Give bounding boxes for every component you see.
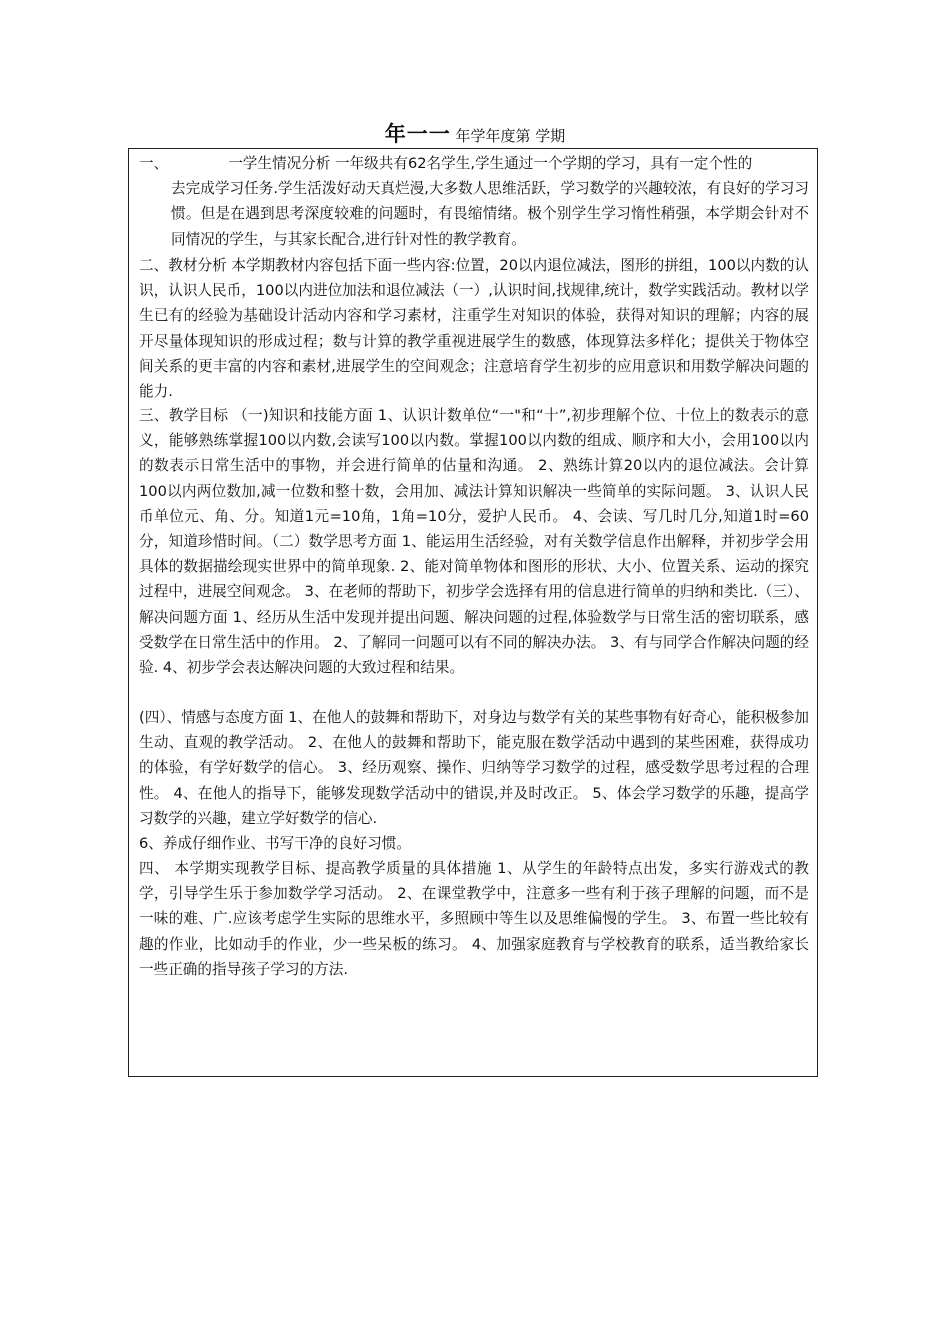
document-title	[0, 122, 950, 148]
section-teaching-goals: 三、教学目标 （一)知识和技能方面 1、认识计数单位“一"和“十”,初步理解个位、十位上的数表示的意义，能够熟练掌握100以内数,会读写100以内数。掌握100以内数的组成、顺序和大小，会用100以内的数表示日常生活中的事物，并会进行简单的估量和沟通。 2、熟练计算20以内的退位减法。会计算100以内两位数加,减一位数和整十数，会用加、减法计算知识解决一些简单的实际问题。 3、认识人民币单位元、角、分。知道1元=10角，1角=10分，爱护人民币。 4、会读、写几时几分,知道1时=60分，知道珍惜时间。（二）数学思考方面 1、能运用生活经验，对有关数学信息作出解释，并初步学会用具体的数据描绘现实世界中的简单现象. 2、能对简单物体和图形的形状、大小、位置关系、运动的探究过程中，进展空间观念。 3、在老师的帮助下，初步学会选择有用的信息进行简单的归纳和类比.（三）、解决问题方面 1、经历从生活中发现并提出问题、解决问题的过程,体验数学与日常生活的密切联系，感受数学在日常生活中的作用。 2、了解同一问题可以有不同的解决办法。 3、有与同学合作解决问题的经验. 4、初步学会表达解决问题的大致过程和结果。	[139, 407, 809, 677]
plan-table-cell	[128, 148, 818, 1077]
section-1-body: 去完成学习任务.学生活泼好动天真烂漫,大多数人思维活跃，学习数学的兴趣较浓，有良好的学习习惯。但是在遇到思考深度较难的问题时，有畏缩情绪。极个别学生学习惰性稍强，本学期会针对不同情况的学生，与其家长配合,进行针对性的教学教育。	[171, 180, 809, 248]
section-habit-goal: 6、养成仔细作业、书写干净的良好习惯。	[139, 835, 411, 852]
title-year-mark: 年一一	[384, 122, 451, 146]
section-1-heading-line: 一学生情况分析 一年级共有62名学生,学生通过一个学期的学习，具有一定个性的	[228, 155, 753, 172]
section-emotion-attitude: (四）、情感与态度方面 1、在他人的鼓舞和帮助下，对身边与数学有关的某些事物有好奇心，能积极参加生动、直观的教学活动。 2、在他人的鼓舞和帮助下，能克服在数学活动中遇到的某些困难，获得成功的体验，有学好数学的信心。 3、经历观察、操作、归纳等学习数学的过程，感受数学思考过程的合理性。 4、在他人的指导下，能够发现数学活动中的错误,并及时改正。 5、体会学习数学的乐趣，提高学习数学的兴趣，建立学好数学的信心.	[139, 709, 809, 827]
section-measures: 四、 本学期实现教学目标、提高教学质量的具体措施 1、从学生的年龄特点出发，多实行游戏式的教学，引导学生乐于参加数学学习活动。 2、在课堂教学中，注意多一些有利于孩子理解的问题，而不是一味的难、广.应该考虑学生实际的思维水平，多照顾中等生以及思维偏慢的学生。 3、布置一些比较有趣的作业，比如动手的作业，少一些呆板的练习。 4、加强家庭教育与学校教育的联系，适当教给家长一些正确的指导孩子学习的方法.	[139, 860, 809, 978]
title-term: 年学年度第 学期	[450, 127, 566, 145]
section-student-analysis	[139, 151, 809, 252]
section-1-first-line	[139, 151, 809, 176]
section-textbook-analysis: 二、教材分析 本学期教材内容包括下面一些内容:位置，20以内退位减法，图形的拼组，100以内数的认识，认识人民币，100以内进位加法和退位减法（一）,认识时间,找规律,统计，数学实践活动。教材以学生已有的经验为基础设计活动内容和学习素材，注重学生对知识的体验，获得对知识的理解；内容的展开尽量体现知识的形成过程；数与计算的教学重视进展学生的数感，体现算法多样化；提供关于物体空间关系的更丰富的内容和素材,进展学生的空间观念；注意培育学生初步的应用意识和用数学解决问题的能力.	[139, 257, 809, 401]
section-1-number: 一、	[139, 155, 169, 172]
